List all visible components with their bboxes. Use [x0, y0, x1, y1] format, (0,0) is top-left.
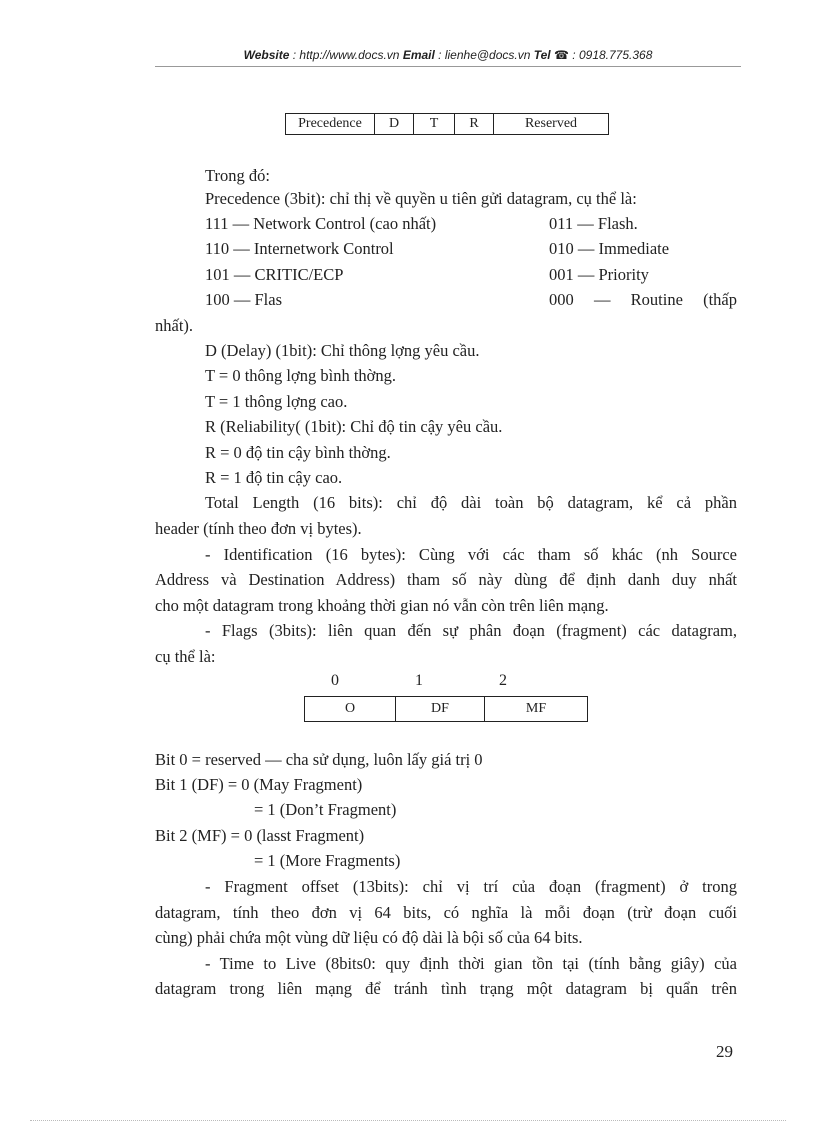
tos-cell-t: T — [414, 114, 455, 135]
text-line: datagram trong liên mạng để tránh tình trạng một datagram bị quẩn trên — [155, 979, 737, 998]
flag-cell-o: O — [305, 697, 396, 722]
tos-cell-precedence: Precedence — [286, 114, 375, 135]
text-line: header (tính theo đơn vị bytes). — [155, 519, 362, 538]
text-line: D (Delay) (1bit): Chỉ thông lợng yêu cầu. — [205, 341, 480, 360]
text-line: = 1 (More Fragments) — [254, 851, 401, 870]
email-value: : lienhe@docs.vn — [438, 48, 531, 62]
text-line: 111 — Network Control (cao nhất) — [205, 214, 437, 233]
header-divider — [155, 66, 741, 67]
text-line: = 1 (Don’t Fragment) — [254, 800, 397, 819]
website-label: Website — [243, 48, 290, 62]
text-line: - Time to Live (8bits0: quy định thời gian tồn tại (tính bằng giây) của — [205, 954, 737, 973]
text-line: 010 — Immediate — [549, 239, 670, 258]
text-line: cho một datagram trong khoảng thời gian nó vẫn còn trên liên mạng. — [155, 596, 609, 615]
bottom-divider — [30, 1120, 786, 1121]
phone-icon: ☎ — [554, 48, 569, 62]
tos-cell-reserved: Reserved — [494, 114, 609, 135]
website-value: : http://www.docs.vn — [292, 48, 400, 62]
tel-value: : 0918.775.368 — [572, 48, 653, 62]
text-line: Trong đó: — [205, 166, 270, 185]
flag-bit-label: 1 — [415, 672, 423, 689]
text-line: T = 0 thông lợng bình thờng. — [205, 366, 396, 385]
text-line: R = 1 độ tin cậy cao. — [205, 468, 343, 487]
text-line: Total Length (16 bits): chỉ độ dài toàn bộ datagram, kể cả phần — [205, 493, 737, 512]
flag-cell-df: DF — [396, 697, 485, 722]
text-line: Bit 0 = reserved — cha sử dụng, luôn lấy giá trị 0 — [155, 750, 483, 769]
email-label: Email — [402, 48, 435, 62]
flags-table — [304, 696, 588, 722]
text-line: cùng) phải chứa một vùng dữ liệu có độ dài là bội số của 64 bits. — [155, 928, 583, 947]
flag-bit-label: 2 — [499, 672, 507, 689]
tos-field-table — [285, 113, 609, 135]
text-line: 100 — Flas — [205, 290, 283, 309]
text-line: Address và Destination Address) tham số này dùng để định danh duy nhất — [155, 570, 737, 589]
text-line: Bit 1 (DF) = 0 (May Fragment) — [155, 775, 363, 794]
tos-cell-r: R — [455, 114, 494, 135]
text-line: datagram, tính theo đơn vị 64 bits, có nghĩa là mỗi đoạn (trừ đoạn cuối — [155, 903, 737, 922]
text-line: cụ thể là: — [155, 647, 216, 666]
text-line: Precedence (3bit): chỉ thị về quyền u tiên gửi datagram, cụ thể là: — [205, 189, 637, 208]
text-line: - Flags (3bits): liên quan đến sự phân đoạn (fragment) các datagram, — [205, 621, 737, 640]
flag-bit-label: 0 — [331, 672, 339, 689]
tos-cell-d: D — [375, 114, 414, 135]
text-line: 001 — Priority — [549, 265, 649, 284]
text-line: nhất). — [155, 316, 194, 335]
tel-label: Tel — [533, 48, 551, 62]
page-header — [155, 48, 741, 62]
text-line: 000 — Routine (thấp — [549, 290, 737, 309]
text-line: R (Reliability( (1bit): Chỉ độ tin cậy yêu cầu. — [205, 417, 503, 436]
text-line: T = 1 thông lợng cao. — [205, 392, 348, 411]
text-line: - Identification (16 bytes): Cùng với các tham số khác (nh Source — [205, 545, 737, 564]
text-line: R = 0 độ tin cậy bình thờng. — [205, 443, 391, 462]
text-line: - Fragment offset (13bits): chỉ vị trí của đoạn (fragment) ở trong — [205, 877, 737, 896]
page-number: 29 — [716, 1042, 733, 1061]
text-line: Bit 2 (MF) = 0 (lasst Fragment) — [155, 826, 365, 845]
flag-cell-mf: MF — [485, 697, 588, 722]
text-line: 101 — CRITIC/ECP — [205, 265, 344, 284]
text-line: 011 — Flash. — [549, 214, 638, 233]
text-line: 110 — Internetwork Control — [205, 239, 394, 258]
